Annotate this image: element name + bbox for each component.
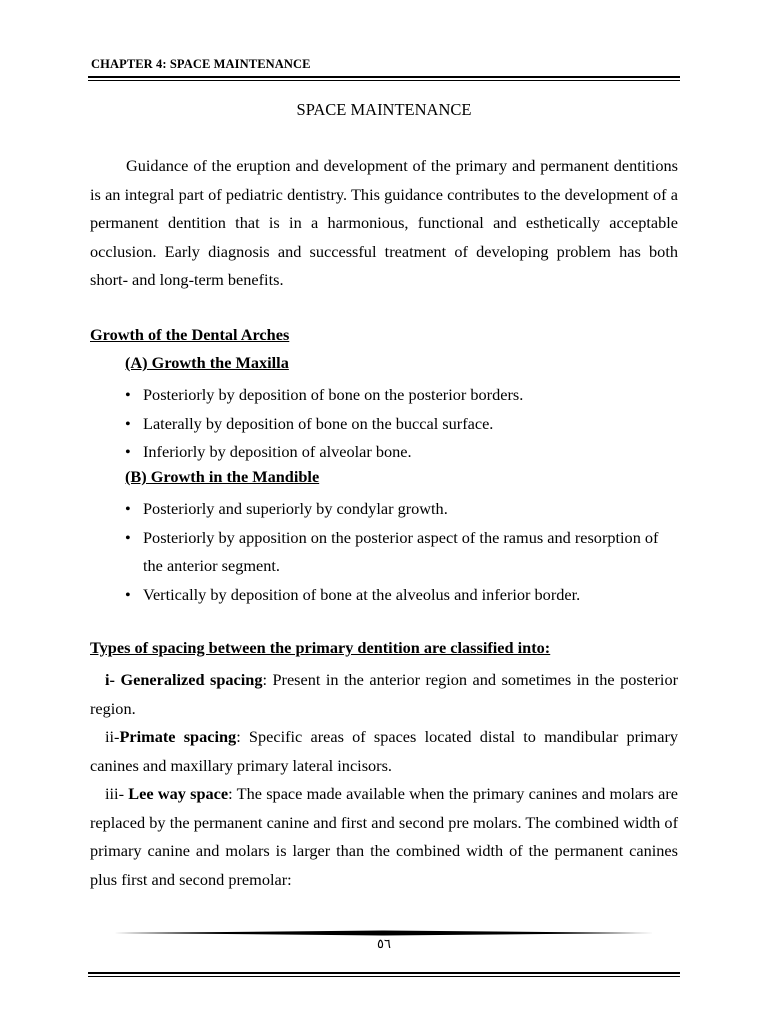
list-item: • Posteriorly and superiorly by condylar growth.: [125, 495, 680, 524]
list-item: • Laterally by deposition of bone on the buccal surface.: [125, 410, 680, 439]
chapter-header: CHAPTER 4: SPACE MAINTENANCE: [91, 57, 311, 71]
footer-rule: [88, 972, 680, 977]
list-item: • Posteriorly by apposition on the posterior aspect of the ramus and resorption of the anterior segment.: [125, 524, 680, 581]
spacing-numeral: i-: [105, 670, 115, 689]
spacing-item-leeway: [90, 780, 678, 894]
spacing-text: : The space made available when the primary canines and molars are replaced by the permanent canine and first and second pre molars. The combined width of primary canine and molars is larger than the combined width of the permanent canines plus first and second premolar:: [90, 784, 678, 889]
mandible-list: [125, 495, 680, 609]
spacing-term: Generalized spacing: [120, 670, 263, 689]
mandible-heading: (B) Growth in the Mandible: [125, 467, 320, 486]
spacing-item-generalized: [90, 666, 678, 723]
spacing-numeral: iii-: [105, 784, 124, 803]
spacing-heading: Types of spacing between the primary dentition are classified into:: [90, 638, 551, 657]
list-item: • Vertically by deposition of bone at the alveolus and inferior border.: [125, 581, 680, 610]
intro-paragraph: Guidance of the eruption and development of the primary and permanent dentitions is an integral part of pediatric dentistry. This guidance contributes to the development of a permanent dentition that is in a harmonious, functional and esthetically acceptable occlusion. Early diagnosis and successful treatment of developing problem has both short- and long-term benefits.: [90, 156, 678, 289]
list-item: • Posteriorly by deposition of bone on the posterior borders.: [125, 381, 680, 410]
maxilla-heading: (A) Growth the Maxilla: [125, 353, 289, 372]
list-item: • Inferiorly by deposition of alveolar bone.: [125, 438, 680, 467]
growth-heading: Growth of the Dental Arches: [90, 325, 290, 344]
spacing-item-primate: [90, 723, 678, 780]
page-number: ٥٦: [377, 936, 391, 951]
spacing-term: Primate spacing: [119, 727, 237, 746]
header-rule: [88, 76, 680, 81]
maxilla-list: [125, 381, 680, 467]
spacing-numeral: ii-: [105, 727, 120, 746]
page-title: SPACE MAINTENANCE: [296, 100, 472, 119]
spacing-text: : Present in the anterior region and sometimes in the posterior region.: [90, 670, 679, 718]
spacing-term: Lee way space: [128, 784, 229, 803]
spacing-text: : Specific areas of spaces located distal to mandibular primary canines and maxillary primary lateral incisors.: [90, 727, 679, 775]
